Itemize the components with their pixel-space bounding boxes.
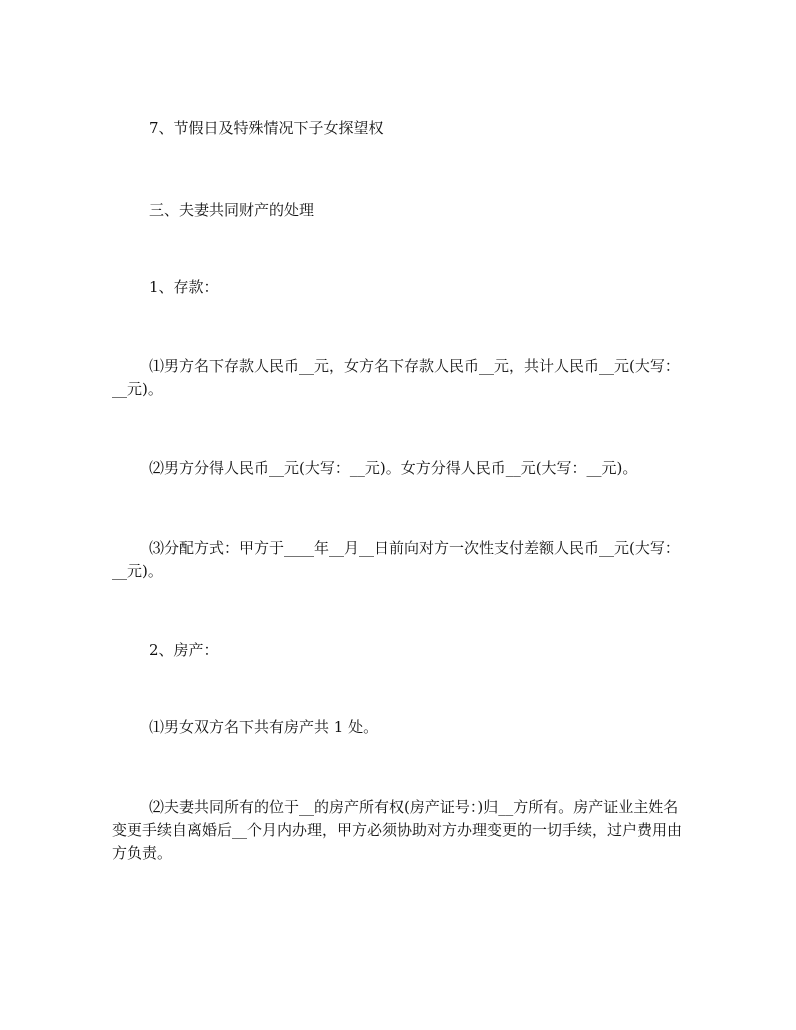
paragraph-visitation-rights-holidays: 7、节假日及特殊情况下子女探望权 — [149, 119, 384, 137]
paragraph-property-count: ⑴男女双方名下共有房产共 1 处。 — [149, 718, 379, 736]
subheading-deposits: 1、存款： — [149, 278, 219, 296]
paragraph-deposit-division: ⑵男方分得人民币__元(大写：__元)。女方分得人民币__元(大写：__元)。 — [149, 459, 638, 477]
section-heading-joint-property: 三、夫妻共同财产的处理 — [149, 201, 315, 219]
subheading-real-estate: 2、房产： — [149, 641, 219, 659]
paragraph-property-ownership: ⑵夫妻共同所有的位于__的房产所有权(房产证号：)归__方所有。房产证业主姓名变更手续自离婚后__个月内办理，甲方必须协助对方办理变更的一切手续，过户费用由方负责。 — [112, 798, 683, 862]
paragraph-deposit-amounts: ⑴男方名下存款人民币__元，女方名下存款人民币__元，共计人民币__元(大写：__元)。 — [112, 357, 680, 398]
paragraph-payment-method: ⑶分配方式：甲方于____年__月__日前向对方一次性支付差额人民币__元(大写：__元)。 — [112, 539, 680, 580]
